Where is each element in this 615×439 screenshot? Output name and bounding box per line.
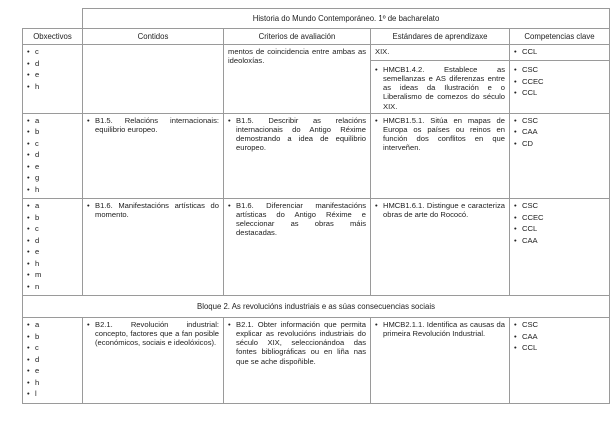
obxectivo-item: • d	[27, 59, 78, 68]
obxectivo-item: • b	[27, 213, 78, 222]
criterios-text: mentos de coincidencia entre ambas as ideoloxías.	[228, 47, 366, 66]
contido-text: • B2.1. Revolución industrial: concepto, factores que a fan posible (económicos, sociais e ideolóxicos).	[87, 320, 219, 347]
obxectivo-item: • a	[27, 201, 78, 210]
table-row	[23, 199, 610, 296]
obxectivo-item: • c	[27, 139, 78, 148]
obxectivo-item: • e	[27, 162, 78, 171]
estandar-text: • HMCB1.5.1. Sitúa en mapas de Europa os países ou reinos en función dos conflitos en que interveñen.	[375, 116, 505, 152]
obxectivos-cell	[23, 318, 83, 404]
competencia-item: • CSC	[514, 201, 605, 210]
criterios-text: • B1.5. Describir as relacións internacionais do Antigo Réxime demostrando a idea de equilibrio europeo.	[228, 116, 366, 152]
criterios-cell	[224, 318, 371, 404]
table-row	[23, 318, 610, 404]
competencias-cell	[510, 318, 610, 404]
competencia-item: • CAA	[514, 236, 605, 245]
curriculum-table	[22, 8, 610, 404]
estandares-cell	[371, 45, 510, 114]
criterios-cell	[224, 199, 371, 296]
obxectivo-item: • m	[27, 270, 78, 279]
obxectivo-item: • h	[27, 378, 78, 387]
competencia-item: • CSC	[514, 320, 605, 329]
criterios-text: • B2.1. Obter información que permita explicar as revolucións industriais do século XIX, seleccionándoa das fontes bibliográficas ou en liña nas que se ache dispoñible.	[228, 320, 366, 366]
cell-divider	[510, 60, 609, 61]
competencia-item: • CAA	[514, 332, 605, 341]
obxectivo-item: • d	[27, 236, 78, 245]
competencias-cell	[510, 199, 610, 296]
obxectivo-item: • e	[27, 247, 78, 256]
obxectivo-item: • n	[27, 282, 78, 291]
obxectivo-item: • c	[27, 343, 78, 352]
competencia-item: • CCEC	[514, 77, 605, 86]
obxectivo-item: • e	[27, 70, 78, 79]
obxectivos-cell	[23, 113, 83, 199]
competencia-item: • CSC	[514, 116, 605, 125]
block-heading: Bloque 2. As revolucións industriais e as súas consecuencias sociais	[23, 296, 610, 318]
estandares-cell	[371, 113, 510, 199]
header-row	[23, 29, 610, 45]
cell-divider	[371, 60, 509, 61]
competencia-item: • CCL	[514, 343, 605, 352]
table-row	[23, 45, 610, 114]
table-row	[23, 113, 610, 199]
table-title: Historia do Mundo Contemporáneo. 1º de bacharelato	[83, 9, 610, 29]
obxectivos-cell	[23, 45, 83, 114]
estandar-text: • HMCB1.6.1. Distingue e caracteriza obras de arte do Rococó.	[375, 201, 505, 219]
header-competencias: Competencias clave	[510, 29, 610, 45]
estandar-text: • HMCB1.4.2. Establece as semellanzas e AS diferenzas entre as ideas da Ilustración e o Liberalismo de comezos do século XIX.	[375, 65, 505, 111]
header-criterios: Criterios de avaliación	[224, 29, 371, 45]
competencia-item: • CAA	[514, 127, 605, 136]
contido-text: • B1.6. Manifestacións artísticas do momento.	[87, 201, 219, 219]
title-row	[23, 9, 610, 29]
estandar-text: XIX.	[375, 47, 390, 56]
obxectivo-item: • c	[27, 47, 78, 56]
contidos-cell	[83, 318, 224, 404]
obxectivo-item: • h	[27, 185, 78, 194]
empty-corner-cell	[23, 9, 83, 29]
obxectivo-item: • c	[27, 224, 78, 233]
criterios-text: • B1.6. Diferenciar manifestacións artísticas do Antigo Réxime e seleccionar as obras máis destacadas.	[228, 201, 366, 237]
contidos-cell	[83, 45, 224, 114]
obxectivo-item: • b	[27, 332, 78, 341]
competencia-item: • CSC	[514, 65, 605, 74]
contido-text: • B1.5. Relacións internacionais: equilibrio europeo.	[87, 116, 219, 134]
competencia-item: • CCL	[514, 88, 605, 97]
contidos-cell	[83, 113, 224, 199]
obxectivo-item: • g	[27, 173, 78, 182]
header-contidos: Contidos	[83, 29, 224, 45]
obxectivo-item: • a	[27, 320, 78, 329]
header-obxectivos: Obxectivos	[23, 29, 83, 45]
obxectivo-item: • e	[27, 366, 78, 375]
header-estandares: Estándares de aprendizaxe	[371, 29, 510, 45]
obxectivo-item: • h	[27, 82, 78, 91]
obxectivo-item: • h	[27, 259, 78, 268]
obxectivo-item: • l	[27, 389, 78, 398]
estandares-cell	[371, 199, 510, 296]
criterios-cell	[224, 45, 371, 114]
competencia-item: • CD	[514, 139, 605, 148]
obxectivos-cell	[23, 199, 83, 296]
competencias-cell	[510, 45, 610, 114]
contidos-cell	[83, 199, 224, 296]
obxectivo-item: • b	[27, 127, 78, 136]
competencias-cell	[510, 113, 610, 199]
competencia-item: • CCL	[514, 224, 605, 233]
obxectivo-item: • a	[27, 116, 78, 125]
competencia-item: • CCEC	[514, 213, 605, 222]
obxectivo-item: • d	[27, 150, 78, 159]
block-heading-row	[23, 296, 610, 318]
criterios-cell	[224, 113, 371, 199]
competencia-item: • CCL	[514, 47, 605, 56]
estandares-cell	[371, 318, 510, 404]
estandar-text: • HMCB2.1.1. Identifica as causas da primeira Revolución Industrial.	[375, 320, 505, 338]
obxectivo-item: • d	[27, 355, 78, 364]
